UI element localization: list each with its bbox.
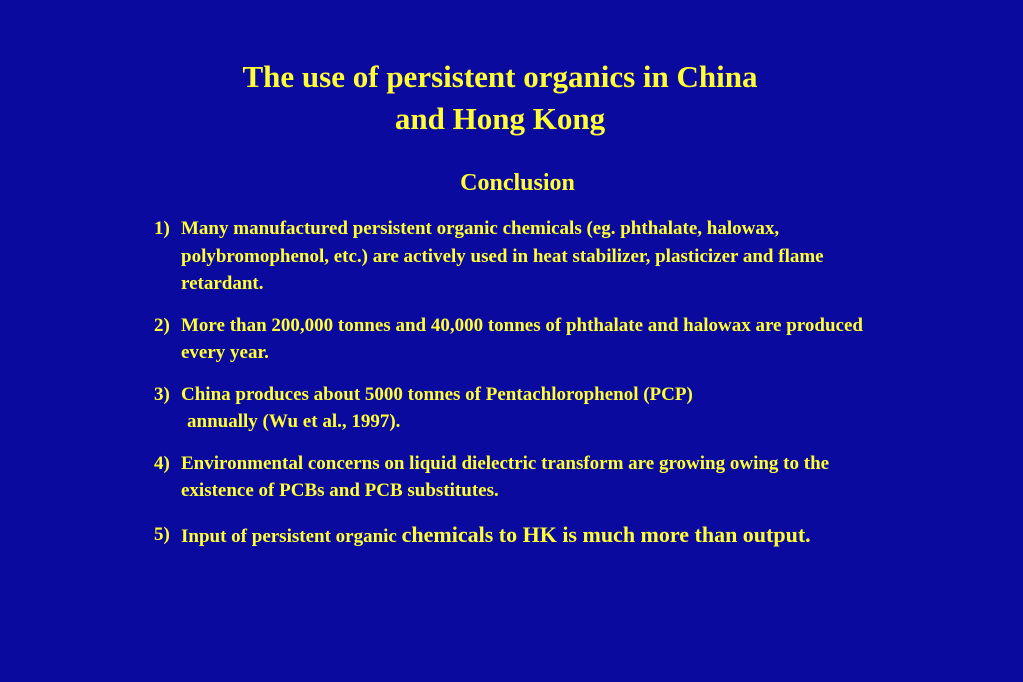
list-item xyxy=(154,381,894,436)
title-line-1: The use of persistent organics in China xyxy=(242,59,758,94)
item-number: 4) xyxy=(154,452,170,474)
item-text-line-2: annually (Wu et al., 1997). xyxy=(187,411,401,432)
title-line-2: and Hong Kong xyxy=(394,101,606,136)
list-item xyxy=(154,519,894,552)
item-text: Many manufactured persistent organic chemicals (eg. phthalate, halowax, polybromophenol, etc.) are actively used in heat stabilizer, plasticizer and flame retardant. xyxy=(181,218,824,294)
item-number: 3) xyxy=(154,383,170,405)
conclusion-list xyxy=(154,215,894,566)
list-item xyxy=(154,215,894,298)
list-item xyxy=(154,312,894,367)
item-text: More than 200,000 tonnes and 40,000 tonnes of phthalate and halowax are produced every year. xyxy=(181,314,863,363)
item-text: Environmental concerns on liquid dielectric transform are growing owing to the existence of PCBs and PCB substitutes. xyxy=(181,452,830,501)
item-number: 5) xyxy=(154,523,170,545)
item-text-line-1: China produces about 5000 tonnes of Pentachlorophenol (PCP) xyxy=(181,383,693,405)
item-number: 2) xyxy=(154,314,170,336)
section-heading: Conclusion xyxy=(460,170,575,196)
slide-title xyxy=(0,56,1000,140)
list-item xyxy=(154,450,894,505)
item-text-large: chemicals to HK is much more than output. xyxy=(401,521,811,547)
item-text-small: Input of persistent organic xyxy=(181,525,402,547)
item-number: 1) xyxy=(154,218,170,239)
